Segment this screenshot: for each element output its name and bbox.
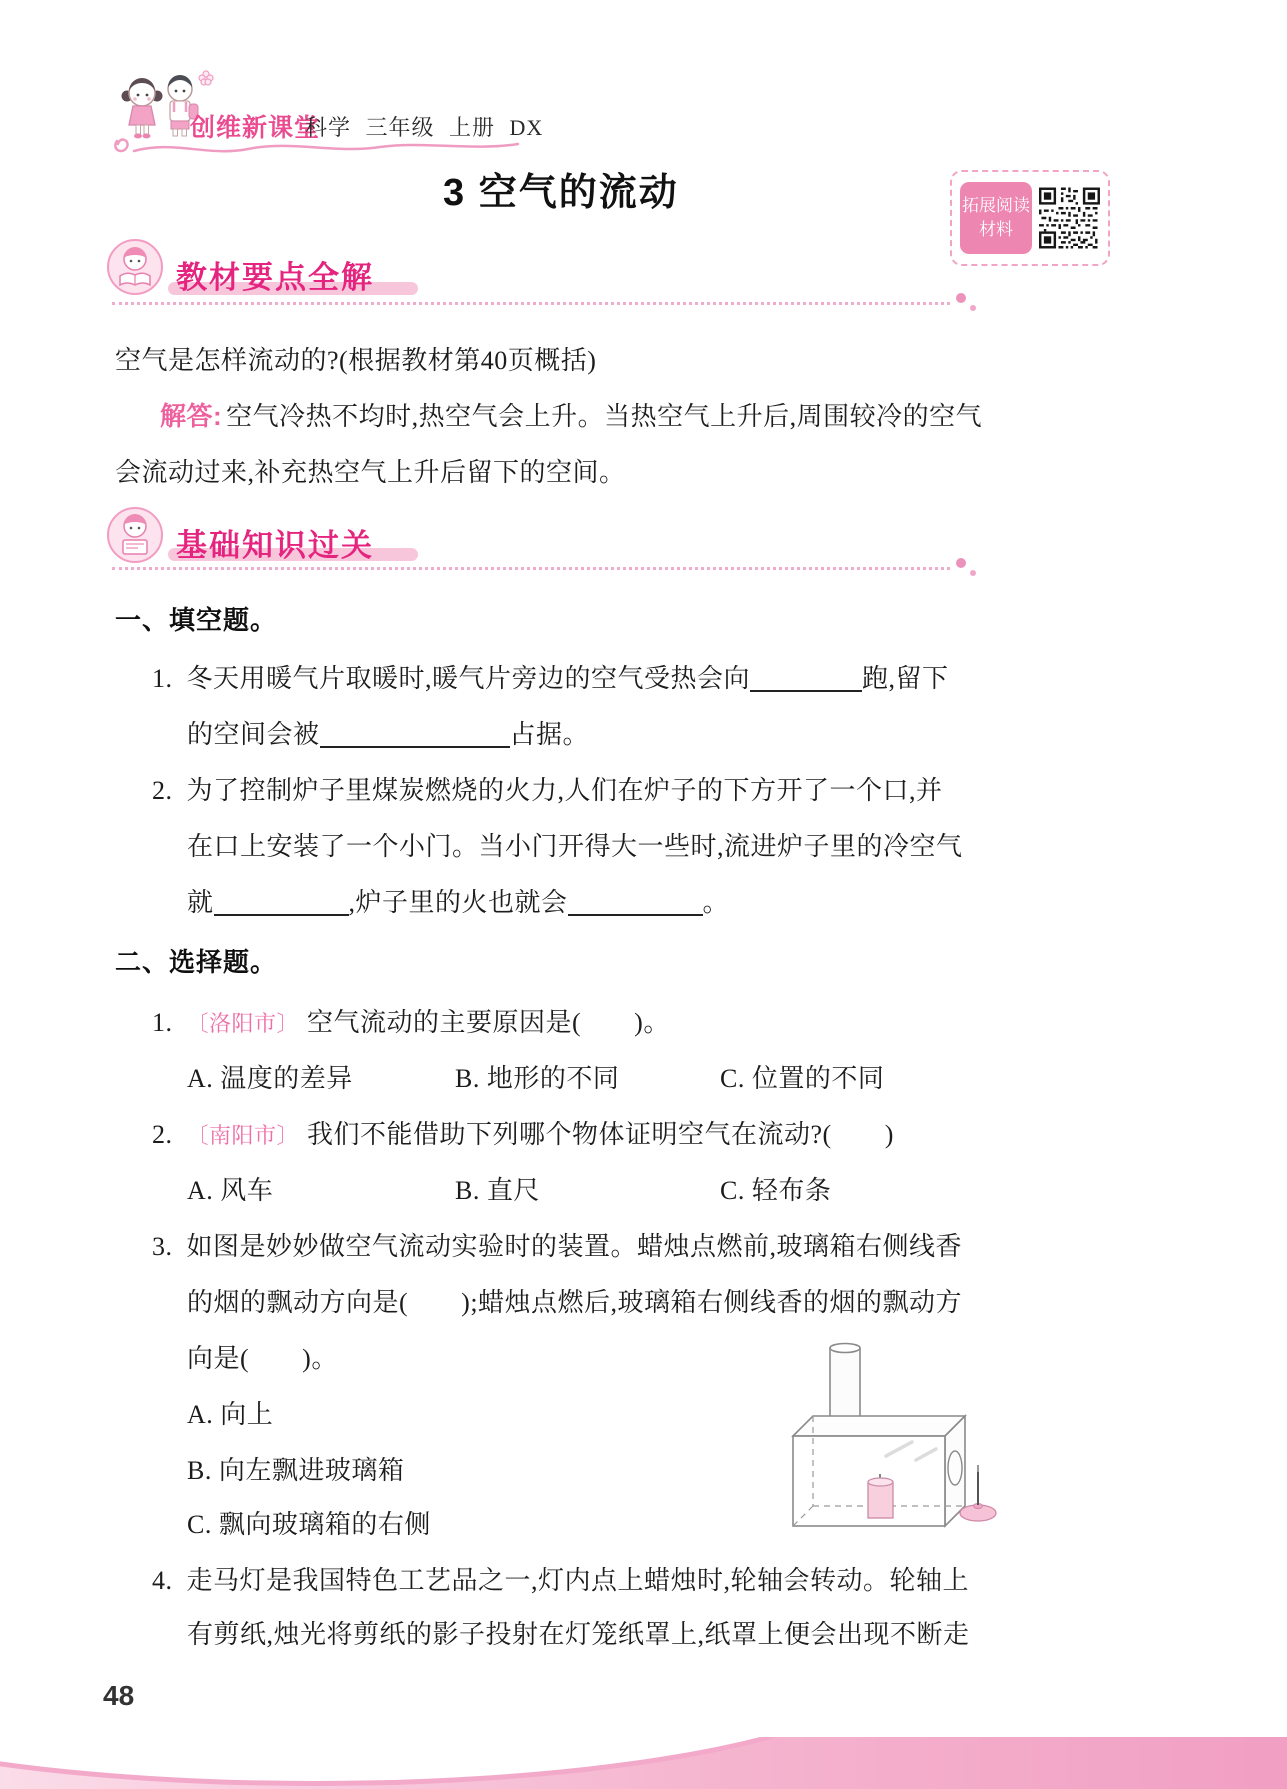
header-wave-decoration: [103, 128, 523, 156]
dot-decoration: [970, 570, 976, 576]
source-city-tag: 〔洛阳市〕: [186, 1011, 300, 1036]
fill-q1-line2: [187, 714, 589, 751]
fill-heading: 一、填空题。: [115, 605, 278, 635]
experiment-apparatus-figure: [768, 1336, 1018, 1534]
mascot-icon: [106, 506, 164, 564]
page-title: 3 空气的流动: [443, 172, 679, 214]
choice-q1-option-c: C. 位置的不同: [720, 1064, 885, 1093]
choice-q3-option-b: B. 向左飘进玻璃箱: [187, 1456, 405, 1485]
subject-line: 科学 三年级 上册 DX: [305, 115, 544, 140]
fill-q2-text4: 。: [702, 888, 730, 917]
footer-decoration-band: [0, 1737, 1287, 1789]
page-number: 48: [103, 1680, 135, 1711]
extended-reading-box: [950, 170, 1110, 266]
answer-blank: [214, 888, 349, 916]
question-number: 3.: [152, 1232, 173, 1261]
fill-q2-text2: 就: [187, 888, 214, 917]
choice-q1-option-a: A. 温度的差异: [187, 1064, 353, 1093]
question-number: 1.: [152, 1008, 173, 1037]
choice-q2-option-a: A. 风车: [187, 1176, 274, 1205]
fill-q1-text: 冬天用暖气片取暖时,暖气片旁边的空气受热会向: [186, 664, 751, 693]
extended-reading-badge: [960, 182, 1032, 254]
fill-q2-text3: ,炉子里的火也就会: [348, 888, 568, 917]
footer-wave: [0, 1737, 890, 1781]
badge-line2: 材料: [979, 220, 1014, 239]
choice-q2-option-c: C. 轻布条: [720, 1176, 832, 1205]
keypoints-answer-line2: 会流动过来,补充热空气上升后留下的空间。: [115, 458, 626, 487]
source-city-tag: 〔南阳市〕: [186, 1123, 300, 1148]
keypoints-answer-line1: [160, 396, 982, 433]
choice-q4-line2: 有剪纸,烛光将剪纸的影子投射在灯笼纸罩上,纸罩上便会出现不断走: [187, 1620, 970, 1649]
section-title-keypoints: 教材要点全解: [176, 260, 374, 295]
choice-q3-text: 如图是妙妙做空气流动实验时的装置。蜡烛点燃前,玻璃箱右侧线香: [186, 1232, 963, 1261]
choice-q1-option-b: B. 地形的不同: [455, 1064, 620, 1093]
choice-q4-line1: [152, 1560, 969, 1597]
answer-blank: [750, 664, 862, 692]
dot-decoration: [956, 293, 966, 303]
fill-q2-line3: [187, 882, 729, 919]
question-number: 2.: [152, 1120, 173, 1149]
dotted-rule: [112, 302, 950, 305]
dotted-rule: [112, 567, 950, 570]
answer-text: 空气冷热不均时,热空气会上升。当热空气上升后,周围较冷的空气: [226, 402, 983, 431]
keypoints-question: 空气是怎样流动的?(根据教材第40页概括): [115, 346, 597, 375]
fill-q1-text4: 占据。: [509, 720, 590, 749]
answer-label: 解答:: [160, 401, 223, 431]
choice-q3-line2: 的烟的飘动方向是( );蜡烛点燃后,玻璃箱右侧线香的烟的飘动方: [187, 1288, 963, 1317]
question-number: 2.: [152, 776, 173, 805]
choice-q1: [152, 1002, 670, 1039]
mascot-icon: [106, 238, 164, 296]
section-title-basics: 基础知识过关: [176, 528, 374, 563]
answer-blank: [320, 720, 510, 748]
fill-q1-line1: [152, 658, 949, 695]
choice-q4-text: 走马灯是我国特色工艺品之一,灯内点上蜡烛时,轮轴会转动。轮轴上: [186, 1566, 970, 1595]
choice-heading: 二、选择题。: [115, 947, 278, 977]
choice-q3-line1: [152, 1226, 962, 1263]
fill-q2-line1: [152, 770, 943, 807]
choice-q1-text: 空气流动的主要原因是( )。: [307, 1008, 670, 1037]
choice-q2-text: 我们不能借助下列哪个物体证明空气在流动?( ): [307, 1120, 894, 1149]
choice-q2: [152, 1114, 894, 1151]
dot-decoration: [970, 305, 976, 311]
flower-icon: [199, 71, 213, 85]
dot-decoration: [956, 558, 966, 568]
fill-q1-text3: 的空间会被: [187, 720, 320, 749]
answer-blank: [568, 888, 703, 916]
fill-q1-text2: 跑,留下: [862, 664, 949, 693]
choice-q3-option-c: C. 飘向玻璃箱的右侧: [187, 1510, 431, 1539]
badge-line1: 拓展阅读: [962, 196, 1031, 215]
choice-q2-option-b: B. 直尺: [455, 1176, 540, 1205]
choice-q3-line3: 向是( )。: [187, 1344, 338, 1373]
question-number: 1.: [152, 664, 173, 693]
choice-q3-option-a: A. 向上: [187, 1400, 274, 1429]
qr-code: [1039, 185, 1100, 251]
fill-q2-text: 为了控制炉子里煤炭燃烧的火力,人们在炉子的下方开了一个口,并: [186, 776, 943, 805]
fill-q2-line2: 在口上安装了一个小门。当小门开得大一些时,流进炉子里的冷空气: [187, 832, 963, 861]
question-number: 4.: [152, 1566, 173, 1595]
brand-logo-text: 创维新课堂: [190, 115, 321, 142]
